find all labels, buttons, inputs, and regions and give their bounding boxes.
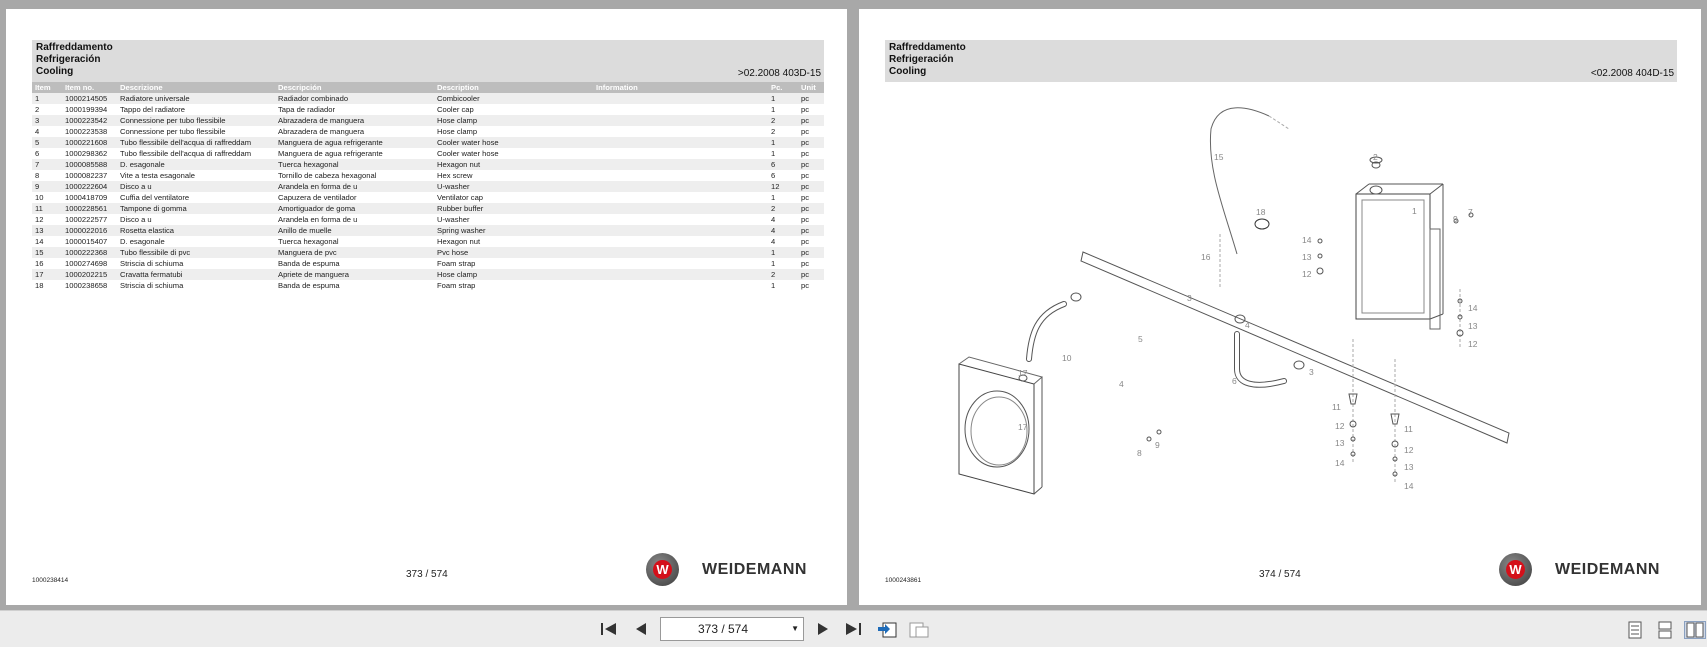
table-cell: Vite a testa esagonale (120, 171, 196, 180)
table-cell: Hex screw (437, 171, 473, 180)
table-cell: Anillo de muelle (275, 225, 434, 236)
continuous-page-icon[interactable] (1654, 621, 1676, 639)
svg-text:11: 11 (1404, 424, 1413, 434)
table-row (32, 93, 824, 104)
page-select-value: 373 / 574 (697, 622, 749, 636)
table-cell: 1000223542 (62, 115, 117, 126)
table-cell: Spring washer (434, 225, 593, 236)
table-cell (593, 203, 768, 214)
first-page-icon[interactable] (598, 621, 620, 639)
table-cell: pc (801, 259, 810, 268)
brand-name: WEIDEMANN (702, 561, 807, 578)
table-cell: Cravatta fermatubi (117, 269, 275, 280)
column-header: Pc. (768, 82, 798, 93)
table-row (32, 236, 824, 247)
table-cell: Manguera de pvc (275, 247, 434, 258)
table-cell: Arandela en forma de u (278, 215, 358, 224)
title-english: Cooling (889, 66, 927, 77)
table-cell: 3 (32, 115, 62, 126)
svg-text:9: 9 (1155, 440, 1160, 450)
table-cell: Pvc hose (434, 247, 593, 258)
table-cell: pc (798, 137, 824, 148)
table-cell: Hose clamp (434, 269, 593, 280)
column-header: Descripción (275, 82, 434, 93)
table-cell: 12 (768, 181, 798, 192)
table-cell: 13 (32, 225, 62, 236)
table-cell: 14 (35, 237, 44, 246)
go-forward-icon[interactable] (908, 621, 930, 639)
table-cell (593, 104, 768, 115)
table-cell: 12 (35, 215, 44, 224)
table-cell: D. esagonale (117, 159, 275, 170)
column-header: Descrizione (117, 82, 275, 93)
table-cell: 15 (32, 247, 62, 258)
table-cell: 1000418709 (65, 193, 108, 202)
table-cell: 1000222577 (65, 215, 108, 224)
table-cell: Hose clamp (437, 127, 478, 136)
single-page-icon[interactable] (1624, 621, 1646, 639)
svg-text:1: 1 (1412, 206, 1417, 216)
model-code: <02.2008 404D-15 (1590, 68, 1674, 79)
table-cell: Manguera de agua refrigerante (278, 149, 383, 158)
table-cell: pc (801, 215, 810, 224)
table-cell: Arandela en forma de u (275, 181, 434, 192)
table-cell: Connessione per tubo flessibile (120, 127, 226, 136)
table-cell: Abrazadera de manguera (275, 115, 434, 126)
table-cell (593, 214, 768, 225)
table-cell: 1000274698 (65, 259, 108, 268)
table-cell: Disco a u (120, 215, 152, 224)
next-page-icon[interactable] (812, 621, 834, 639)
title-spanish: Refrigeración (889, 54, 954, 65)
table-cell: Hexagon nut (437, 237, 481, 246)
section-header (885, 40, 1677, 82)
table-cell: Hose clamp (434, 115, 593, 126)
table-cell (593, 247, 768, 258)
title-italian: Raffreddamento (889, 42, 966, 53)
table-cell: 1000238658 (65, 281, 108, 290)
table-row (32, 269, 824, 280)
table-cell: 2 (768, 269, 798, 280)
table-cell: 1000228561 (62, 203, 117, 214)
svg-text:3: 3 (1309, 367, 1314, 377)
svg-text:13: 13 (1404, 462, 1414, 472)
svg-text:12: 12 (1335, 421, 1345, 431)
svg-text:13: 13 (1302, 252, 1312, 262)
table-cell: 1 (771, 149, 776, 158)
table-row (32, 192, 824, 203)
table-cell: pc (801, 281, 810, 290)
table-cell (593, 181, 768, 192)
go-back-icon[interactable] (876, 621, 898, 639)
table-cell: 1 (768, 247, 798, 258)
table-cell: 10 (35, 193, 44, 202)
page-select[interactable] (660, 617, 804, 641)
table-cell: pc (798, 181, 824, 192)
title-english: Cooling (36, 66, 74, 77)
table-cell: pc (801, 237, 810, 246)
svg-text:14: 14 (1302, 235, 1312, 245)
table-cell: 1000085588 (62, 159, 117, 170)
column-header: Description (434, 82, 593, 93)
table-cell: Tuerca hexagonal (278, 237, 339, 246)
table-cell (593, 192, 768, 203)
table-cell: pc (798, 93, 824, 104)
table-cell (593, 148, 768, 159)
table-cell: 4 (771, 237, 776, 246)
chevron-down-icon: ▼ (791, 624, 799, 633)
table-cell: 1 (771, 105, 776, 114)
table-cell: Hexagon nut (434, 159, 593, 170)
table-cell: Tubo flessibile dell'acqua di raffreddam (117, 137, 275, 148)
table-cell: 2 (35, 105, 40, 114)
table-row (32, 126, 824, 137)
table-header-row (32, 82, 824, 93)
table-cell: 6 (35, 149, 40, 158)
table-cell: Combicooler (434, 93, 593, 104)
table-row (32, 148, 824, 159)
svg-text:10: 10 (1062, 353, 1072, 363)
table-cell: U-washer (434, 181, 593, 192)
table-cell: Tampone di gomma (117, 203, 275, 214)
svg-text:3: 3 (1187, 293, 1192, 303)
table-row (32, 258, 824, 269)
svg-text:15: 15 (1214, 152, 1224, 162)
column-header: Item (32, 82, 62, 93)
table-cell: pc (801, 171, 810, 180)
svg-text:12: 12 (1302, 269, 1312, 279)
table-cell (593, 126, 768, 137)
table-cell: pc (801, 127, 810, 136)
last-page-icon[interactable] (842, 621, 864, 639)
table-cell (593, 236, 768, 247)
svg-text:2: 2 (1373, 152, 1378, 162)
table-cell: 2 (768, 115, 798, 126)
column-header: Item no. (62, 82, 117, 93)
document-id: 1000243861 (885, 577, 922, 584)
svg-text:13: 13 (1468, 321, 1478, 331)
svg-text:5: 5 (1138, 334, 1143, 344)
table-cell: Cooler cap (437, 105, 474, 114)
table-cell: pc (798, 159, 824, 170)
svg-text:7: 7 (1468, 207, 1473, 217)
table-cell (593, 269, 768, 280)
table-row (32, 225, 824, 236)
left-page (6, 9, 847, 605)
table-cell: Ventilator cap (437, 193, 484, 202)
table-cell (593, 93, 768, 104)
table-cell: 1000214505 (62, 93, 117, 104)
svg-text:17: 17 (1018, 422, 1028, 432)
viewer-toolbar (0, 610, 1707, 647)
table-cell: Cooler water hose (434, 137, 593, 148)
table-cell: Tubo flessibile dell'acqua di raffreddam (120, 149, 252, 158)
table-cell: 1000221608 (62, 137, 117, 148)
svg-text:14: 14 (1404, 481, 1414, 491)
table-cell: 18 (35, 281, 44, 290)
table-row (32, 104, 824, 115)
page-number: 374 / 574 (1259, 569, 1301, 580)
table-cell: pc (801, 149, 810, 158)
svg-text:11: 11 (1332, 402, 1341, 412)
table-cell: Striscia di schiuma (120, 259, 184, 268)
table-cell: 6 (768, 159, 798, 170)
table-cell: 1000223538 (65, 127, 108, 136)
section-header (32, 40, 824, 82)
table-cell: Amortiguador de goma (275, 203, 434, 214)
brand-name: WEIDEMANN (1555, 561, 1660, 578)
table-cell: 1000015407 (65, 237, 108, 246)
table-cell: 1 (771, 193, 776, 202)
table-cell: Rosetta elastica (117, 225, 275, 236)
table-cell: 1000222604 (62, 181, 117, 192)
table-cell: Disco a u (117, 181, 275, 192)
table-cell: Cooler water hose (437, 149, 499, 158)
page-number: 373 / 574 (406, 569, 448, 580)
right-page (859, 9, 1701, 605)
table-cell: 1 (768, 93, 798, 104)
column-header: Information (593, 82, 768, 93)
table-cell: 4 (35, 127, 40, 136)
table-cell: Manguera de agua refrigerante (275, 137, 434, 148)
table-cell (593, 137, 768, 148)
table-cell: 2 (771, 127, 776, 136)
table-cell: Cuffia del ventilatore (120, 193, 190, 202)
svg-text:4: 4 (1245, 320, 1250, 330)
table-cell: Abrazadera de manguera (278, 127, 365, 136)
title-italian: Raffreddamento (36, 42, 113, 53)
table-cell: 7 (32, 159, 62, 170)
table-cell: 1000222368 (62, 247, 117, 258)
weidemann-logo (646, 552, 826, 588)
table-cell: pc (798, 247, 824, 258)
table-cell: Banda de espuma (278, 259, 340, 268)
logo-emblem-icon: W (646, 553, 679, 586)
table-row (32, 214, 824, 225)
table-cell: Tubo flessibile di pvc (117, 247, 275, 258)
table-cell (593, 258, 768, 269)
table-cell: 1000202215 (62, 269, 117, 280)
exploded-parts-diagram (859, 89, 1701, 549)
table-cell (593, 115, 768, 126)
table-cell: 9 (32, 181, 62, 192)
table-cell: 1000199394 (65, 105, 108, 114)
table-cell: 1000298362 (65, 149, 108, 158)
table-cell: Rubber buffer (434, 203, 593, 214)
table-cell: Foam strap (437, 259, 476, 268)
table-cell: Tuerca hexagonal (275, 159, 434, 170)
table-cell: 1000082237 (65, 171, 108, 180)
table-cell: Banda de espuma (278, 281, 340, 290)
svg-text:18: 18 (1256, 207, 1266, 217)
table-row (32, 137, 824, 148)
table-cell: 8 (35, 171, 40, 180)
table-cell: Tapa de radiador (278, 105, 335, 114)
table-row (32, 159, 824, 170)
model-code: >02.2008 403D-15 (737, 68, 821, 79)
table-row (32, 203, 824, 214)
table-cell: 1 (771, 259, 776, 268)
table-cell: 16 (35, 259, 44, 268)
table-cell: 4 (768, 225, 798, 236)
table-cell: Radiador combinado (275, 93, 434, 104)
svg-text:6: 6 (1232, 376, 1237, 386)
table-row (32, 170, 824, 181)
table-row (32, 247, 824, 258)
table-cell: pc (798, 203, 824, 214)
table-cell: 5 (32, 137, 62, 148)
table-cell: Apriete de manguera (275, 269, 434, 280)
table-cell: Striscia di schiuma (120, 281, 184, 290)
table-cell: 1 (771, 281, 776, 290)
svg-text:16: 16 (1201, 252, 1211, 262)
previous-page-icon[interactable] (630, 621, 652, 639)
logo-emblem-icon: W (1499, 553, 1532, 586)
table-cell: Tappo del radiatore (120, 105, 186, 114)
table-cell: 17 (32, 269, 62, 280)
svg-text:14: 14 (1468, 303, 1478, 313)
table-row (32, 280, 824, 291)
table-cell: pc (798, 115, 824, 126)
svg-text:12: 12 (1468, 339, 1478, 349)
table-cell: 1 (768, 137, 798, 148)
svg-text:8: 8 (1137, 448, 1142, 458)
document-id: 1000238414 (32, 577, 69, 584)
svg-text:13: 13 (1335, 438, 1345, 448)
column-header: Unit (798, 82, 824, 93)
table-cell: pc (801, 105, 810, 114)
table-cell: 11 (32, 203, 62, 214)
table-cell: Capuzera de ventilador (278, 193, 357, 202)
table-cell: U-washer (437, 215, 470, 224)
svg-text:17: 17 (1018, 368, 1028, 378)
table-cell: 1000022016 (62, 225, 117, 236)
table-cell (593, 280, 768, 291)
weidemann-logo (1499, 552, 1679, 588)
parts-table (32, 82, 824, 291)
table-cell (593, 225, 768, 236)
table-cell (593, 170, 768, 181)
table-row (32, 181, 824, 192)
table-cell: Foam strap (437, 281, 476, 290)
svg-text:9: 9 (1453, 214, 1458, 224)
svg-text:12: 12 (1404, 445, 1414, 455)
table-cell: 1 (32, 93, 62, 104)
svg-text:4: 4 (1119, 379, 1124, 389)
table-cell: D. esagonale (120, 237, 165, 246)
table-cell: Connessione per tubo flessibile (117, 115, 275, 126)
table-cell: Tornillo de cabeza hexagonal (278, 171, 377, 180)
table-cell: 6 (771, 171, 776, 180)
table-cell: 2 (768, 203, 798, 214)
table-cell (593, 159, 768, 170)
table-cell: pc (798, 269, 824, 280)
svg-text:14: 14 (1335, 458, 1345, 468)
table-cell: Radiatore universale (117, 93, 275, 104)
two-page-icon[interactable] (1684, 621, 1706, 639)
table-cell: pc (801, 193, 810, 202)
table-row (32, 115, 824, 126)
title-spanish: Refrigeración (36, 54, 101, 65)
table-cell: 4 (771, 215, 776, 224)
table-cell: pc (798, 225, 824, 236)
